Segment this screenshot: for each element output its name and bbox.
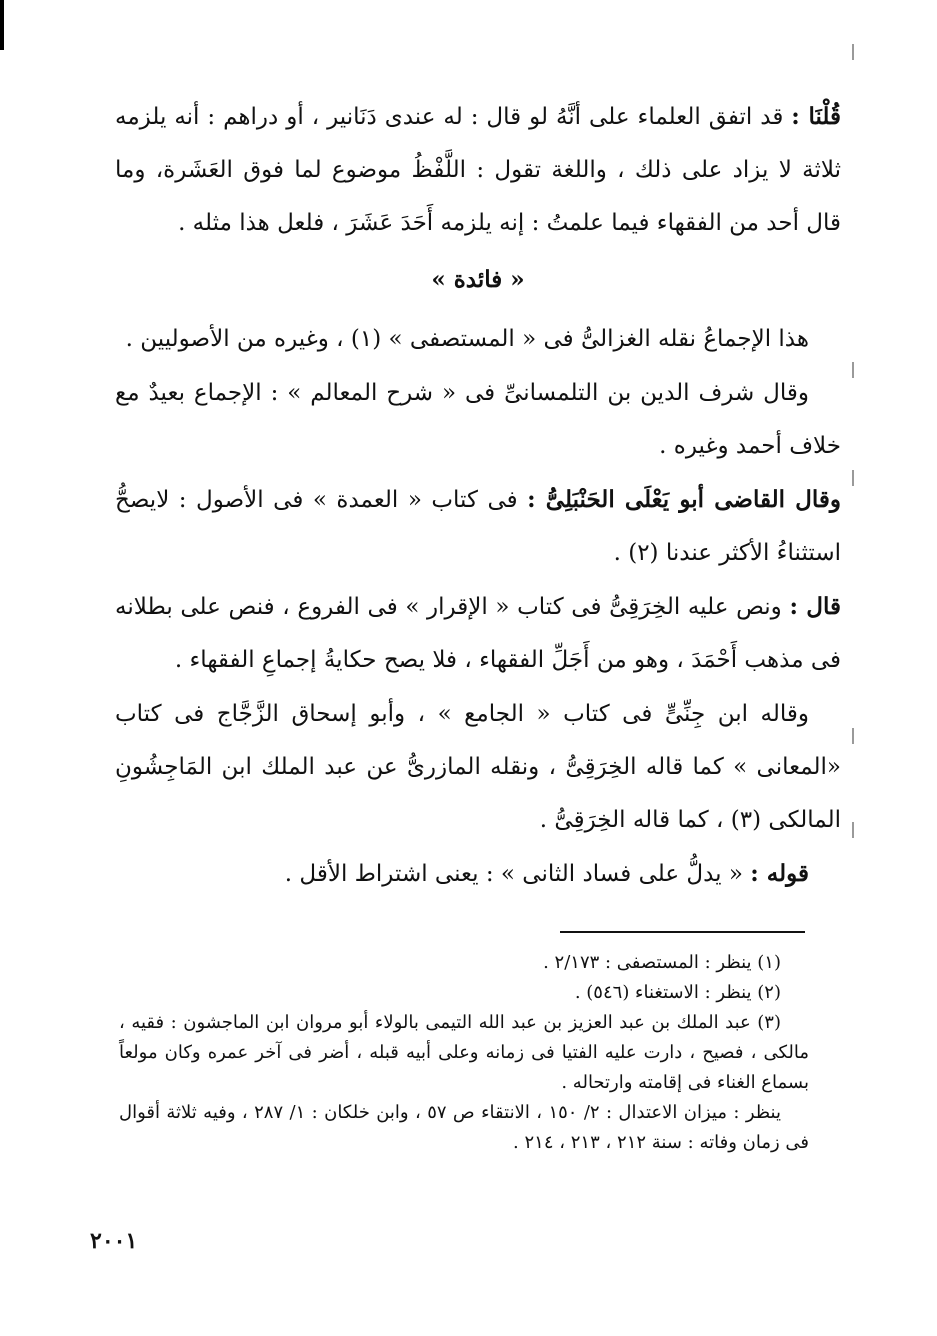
- page-number: ٢٠٠١: [90, 1228, 138, 1254]
- paragraph-body: « يدلُّ على فساد الثانى » : يعنى اشتراط الأقل .: [284, 861, 751, 887]
- paragraph-tilimsani: [115, 366, 841, 473]
- paragraph-body: فى كتاب « العمدة » فى الأصول : لايصحُّ استثناءُ الأكثر عندنا (٢) .: [115, 487, 841, 566]
- footnotes: [119, 948, 809, 1158]
- paragraph-abu-yala: [115, 473, 841, 580]
- scan-edge-mark: [0, 0, 4, 50]
- scan-speck: [852, 362, 854, 378]
- footnote-1: (١) ينظر : المستصفى : ٢/١٧٣ .: [543, 952, 781, 973]
- paragraph-qawluhu: [115, 847, 841, 901]
- footnote-3-sources: ينظر : ميزان الاعتدال : ٢/ ١٥٠ ، الانتقاء ص ٥٧ ، وابن خلكان : ١/ ٢٨٧ ، وفيه ثلاثة أقوال فى زمان وفاته : سنة ٢١٢ ، ٢١٣ ، ٢١٤ .: [119, 1102, 809, 1153]
- paragraph-ibn-jinni: [115, 687, 841, 847]
- paragraph-body: وقال شرف الدين بن التلمسانىِّ فى « شرح المعالم » : الإجماع بعيدٌ مع خلاف أحمد وغيره .: [115, 380, 841, 459]
- paragraph-body: هذا الإجماعُ نقله الغزالىُّ فى « المستصفى » (١) ، وغيره من الأصوليين .: [125, 326, 809, 352]
- paragraph-lead: قوله :: [750, 860, 809, 887]
- paragraph-lead: وقال القاضى أبو يَعْلَى الحَنْبَلِىُّ :: [527, 486, 841, 513]
- main-text: [115, 90, 841, 901]
- scan-speck: [852, 822, 854, 838]
- footnote-3: (٣) عبد الملك بن عبد العزيز بن عبد الله التيمى بالولاء أبو مروان ابن الماجشون : فقيه ، مالكى ، فصيح ، دارت عليه الفتيا فى زمانه وعلى أبيه قبله ، أضر فى آخر عمره وكان مولعاً بسماع الغناء فى إقامته وارتحاله .: [119, 1012, 809, 1093]
- scan-speck: [852, 470, 854, 486]
- paragraph-body: وقاله ابن جِنِّىٍّ فى كتاب « الجامع » ، وأبو إسحاق الزَّجَّاج فى كتاب «المعانى » كما قاله الخِرَقِىُّ ، ونقله المازرىُّ عن عبد الملك ابن المَاجِشُونِ المالكى (٣) ، كما قاله الخِرَقِىُّ .: [115, 701, 841, 833]
- paragraph-body: ونص عليه الخِرَقِىُّ فى كتاب « الإقرار » فى الفروع ، فنص على بطلانه فى مذهب أَحْمَدَ ، وهو من أَجَلِّ الفقهاء ، فلا يصح حكايةُ إجماعِ الفقهاء .: [115, 594, 841, 673]
- scan-speck: [852, 44, 854, 60]
- footnote-separator: [560, 931, 805, 933]
- section-heading-faida: « فائدة »: [431, 266, 525, 293]
- paragraph-body: قد اتفق العلماء على أنَّهُ لو قال : له عندى دَنَانير ، أو دراهم : أنه يلزمه ثلاثة لا يزاد على ذلك ، واللغة تقول : اللَّفْظُ موضوع لما فوق العَشَرة، وما قال أحد من الفقهاء فيما علمتُ : إنه يلزمه أَحَدَ عَشَرَ ، فلعل هذا مثله .: [115, 104, 841, 236]
- paragraph-qala: [115, 580, 841, 687]
- footnote-2: (٢) ينظر : الاستغناء (٥٤٦) .: [574, 982, 781, 1003]
- paragraph-ghazali: [115, 312, 841, 366]
- paragraph-lead: قال :: [789, 593, 841, 620]
- paragraph-qulna: [115, 90, 841, 250]
- scan-speck: [852, 728, 854, 744]
- paragraph-lead: قُلْنَا :: [791, 103, 841, 130]
